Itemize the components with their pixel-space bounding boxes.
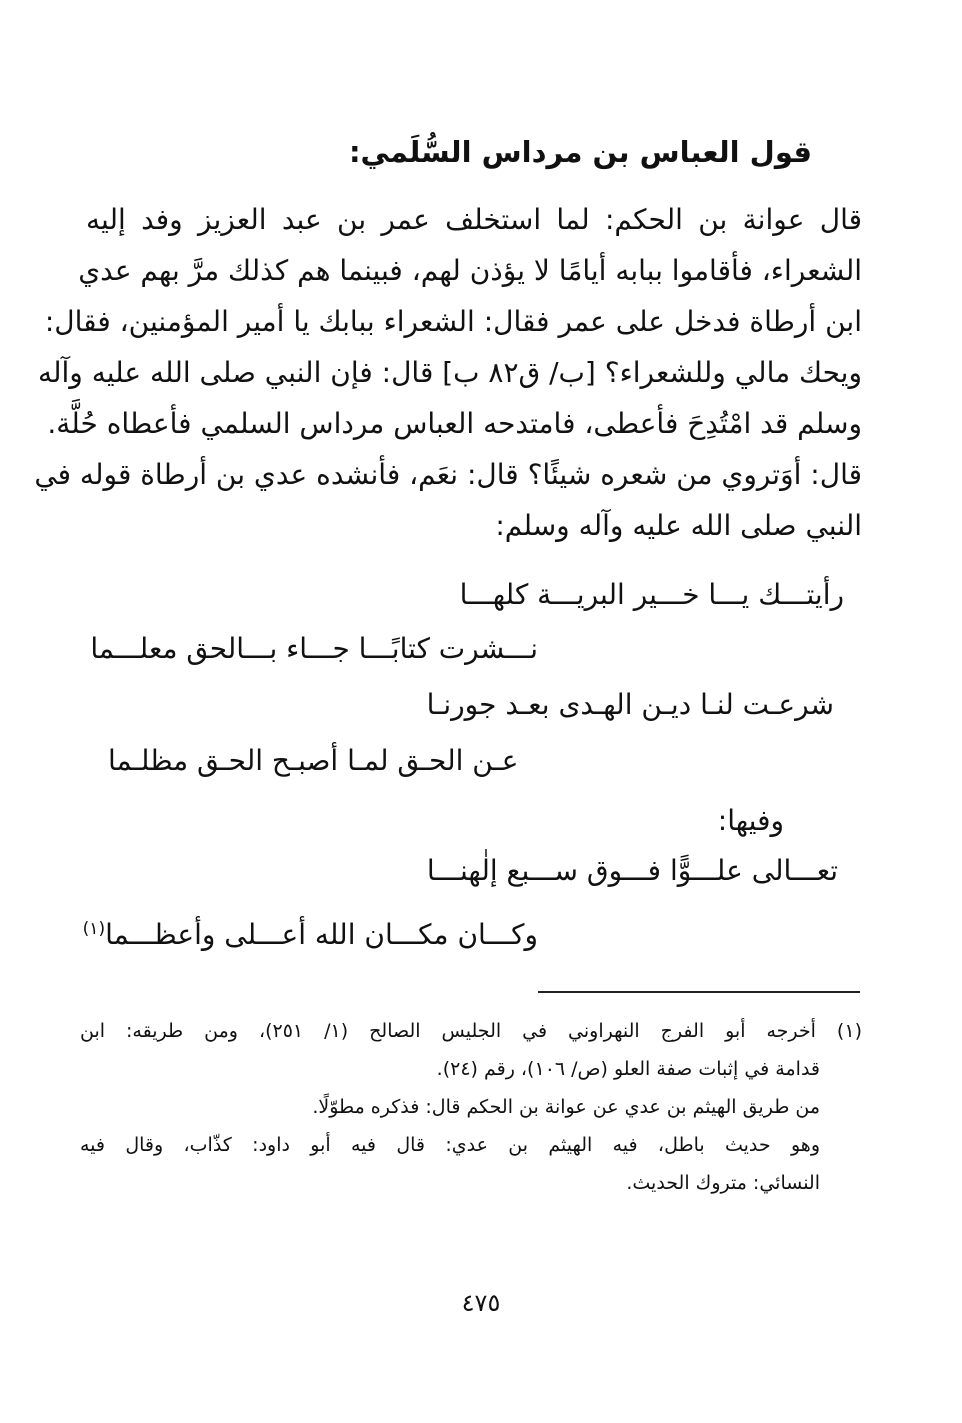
footnote-separator <box>538 991 860 993</box>
verse-1-second-hemistich: نـــشرت كتابًـــا جـــاء بـــالحق معلـــما <box>90 632 538 665</box>
footnote-line: النسائي: متروك الحديث. <box>626 1172 820 1194</box>
footnote-marker[interactable]: (١) <box>82 919 106 939</box>
section-heading: قول العباس بن مرداس السُّلَمي: <box>348 135 812 169</box>
paragraph-line: ابن أرطاة فدخل على عمر فقال: الشعراء ببابك يا أمير المؤمنين، فقال: <box>44 305 862 338</box>
verse-1-first-hemistich: رأيتـــك يـــا خـــير البريـــة كلهـــا <box>459 578 844 611</box>
verse-3-second-hemistich <box>82 904 538 960</box>
paragraph-line: قال عوانة بن الحكم: لما استخلف عمر بن عبد العزيز وفد إليه <box>86 203 862 236</box>
footnote-line: من طريق الهيثم بن عدي عن عوانة بن الحكم قال: فذكره مطوّلًا. <box>312 1096 820 1118</box>
footnote-line: (١) أخرجه أبو الفرج النهراوني في الجليس الصالح (١/ ٢٥١)، ومن طريقه: ابن <box>80 1020 862 1042</box>
verse-2-first-hemistich: شرعـت لنـا ديـن الهـدى بعـد جورنـا <box>426 688 834 721</box>
paragraph-line: ويحك مالي وللشعراء؟ [ب/ ق٨٢ ب] قال: فإن النبي صلى الله عليه وآله <box>37 356 862 389</box>
verse-3-second-text: وكـــان مكـــان الله أعـــلى وأعظـــما <box>105 918 538 951</box>
page-number: ٤٧٥ <box>461 1289 501 1317</box>
poem-interlude: وفيها: <box>717 804 784 837</box>
footnotes <box>80 1012 862 1202</box>
paragraph-line: النبي صلى الله عليه وآله وسلم: <box>495 509 862 542</box>
paragraph-line: وسلم قد امْتُدِحَ فأعطى، فامتدحه العباس مرداس السلمي فأعطاه حُلَّة. <box>47 407 862 440</box>
narrative-paragraph <box>34 194 862 551</box>
footnote-line: قدامة في إثبات صفة العلو (ص/ ١٠٦)، رقم (٢٤). <box>436 1058 820 1080</box>
paragraph-line: قال: أوَتروي من شعره شيئًا؟ قال: نعَم، فأنشده عدي بن أرطاة قوله في <box>34 458 862 491</box>
verse-3-first-hemistich: تعـــالى علـــوًّا فـــوق ســـبع إلٰهنـــا <box>426 854 838 887</box>
footnote-line: وهو حديث باطل، فيه الهيثم بن عدي: قال فيه أبو داود: كذّاب، وقال فيه <box>80 1134 820 1156</box>
paragraph-line: الشعراء، فأقاموا ببابه أيامًا لا يؤذن لهم، فبينما هم كذلك مرَّ بهم عدي <box>78 254 862 287</box>
verse-2-second-hemistich: عـن الحـق لمـا أصبـح الحـق مظلـما <box>108 744 519 777</box>
